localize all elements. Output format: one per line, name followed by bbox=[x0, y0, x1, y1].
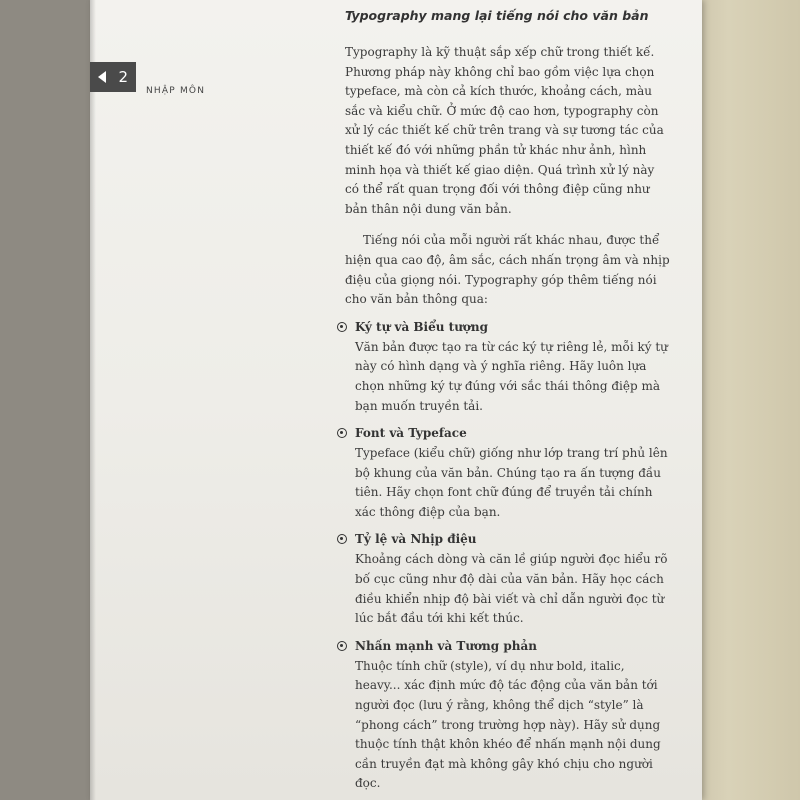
chapter-number: 2 bbox=[118, 68, 128, 86]
section-title: Tỷ lệ và Nhịp điệu bbox=[355, 532, 477, 547]
bullet-icon bbox=[337, 534, 347, 544]
section-body: Khoảng cách dòng và căn lề giúp người đọc hiểu rõ bố cục cũng như độ dài của văn bản. Hãy học cách điều khiển nhịp độ bài viết và chỉ dẫn người đọc từ lúc bắt đầu tới khi kết thúc. bbox=[355, 552, 668, 626]
chapter-label: NHẬP MÔN bbox=[146, 86, 206, 96]
section-header bbox=[345, 426, 670, 440]
bullet-icon bbox=[337, 641, 347, 651]
section-characters bbox=[345, 320, 670, 416]
bullet-icon bbox=[337, 428, 347, 438]
section-title: Nhấn mạnh và Tương phản bbox=[355, 638, 537, 653]
section-header bbox=[345, 320, 670, 334]
section-emphasis-contrast bbox=[345, 639, 670, 794]
page-heading: Typography mang lại tiếng nói cho văn bản bbox=[345, 8, 649, 23]
book-page bbox=[90, 0, 702, 800]
section-header bbox=[345, 532, 670, 546]
chapter-tab bbox=[90, 62, 136, 92]
section-scale-rhythm bbox=[345, 532, 670, 628]
section-fonts bbox=[345, 426, 670, 522]
bullet-icon bbox=[337, 322, 347, 332]
page-content bbox=[345, 8, 670, 794]
section-body: Thuộc tính chữ (style), ví dụ như bold, italic, heavy... xác định mức độ tác động của văn bản tới người đọc (lưu ý rằng, không thể dịch “style” là “phong cách” trong trường hợp này). Hãy sử dụng thuộc tính thật khôn khéo để nhấn mạnh nội dung cần truyền đạt mà không gây khó chịu cho người đọc. bbox=[355, 658, 661, 791]
section-title: Ký tự và Biểu tượng bbox=[355, 319, 489, 334]
section-body: Typeface (kiểu chữ) giống như lớp trang trí phủ lên bộ khung của văn bản. Chúng tạo ra ấn tượng đầu tiên. Hãy chọn font chữ đúng để truyền tải chính xác thông điệp của bạn. bbox=[355, 446, 668, 519]
second-paragraph: Tiếng nói của mỗi người rất khác nhau, được thể hiện qua cao độ, âm sắc, cách nhấn trọng âm và nhịp điệu của giọng nói. Typography góp thêm tiếng nói cho văn bản thông qua: bbox=[345, 233, 670, 307]
section-title: Font và Typeface bbox=[355, 426, 467, 441]
section-header bbox=[345, 639, 670, 653]
section-body: Văn bản được tạo ra từ các ký tự riêng lẻ, mỗi ký tự này có hình dạng và ý nghĩa riêng. Hãy luôn lựa chọn những ký tự đúng với sắc thái thông điệp mà bạn muốn truyền tải. bbox=[355, 339, 668, 413]
intro-paragraph: Typography là kỹ thuật sắp xếp chữ trong thiết kế. Phương pháp này không chỉ bao gồm việc lựa chọn typeface, mà còn cả kích thước, khoảng cách, màu sắc và kiểu chữ. Ở mức độ cao hơn, typography còn xử lý các thiết kế chữ trên trang và sự tương tác của thiết kế đó với những phần tử khác như ảnh, hình minh họa và thiết kế giao diện. Quá trình xử lý này có thể rất quan trọng đối với thông điệp cũng như bản thân nội dung văn bản. bbox=[345, 45, 664, 216]
triangle-marker-icon bbox=[98, 71, 106, 83]
